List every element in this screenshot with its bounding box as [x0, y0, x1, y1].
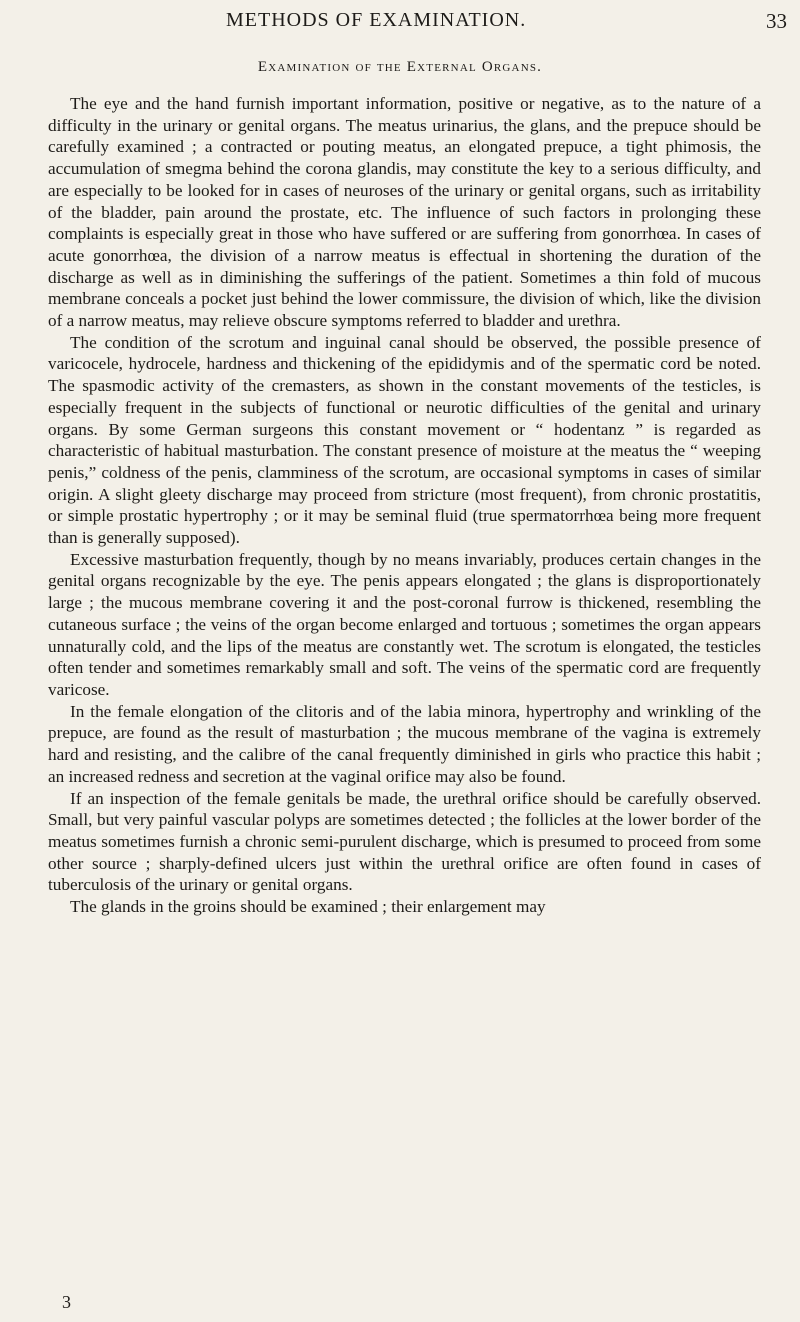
signature-mark: 3 [62, 1292, 71, 1312]
paragraph-scrotum: The condition of the scrotum and inguinal canal should be observed, the possible presence of varicocele, hydrocele, hardness and thickening of the epididymis and of the spermatic cord be noted. The spasmodic activity of the cremasters, as shown in the constant movements of the testicles, is especially frequent in the subjects of functional or neurotic difficulties of the genital and urinary organs. By some German surgeons this constant movement or “ hodentanz ” is regarded as characteristic of habitual masturbation. The constant presence of moisture at the meatus the “ weeping penis,” coldness of the penis, clamminess of the scrotum, are occasional symptoms in cases of similar origin. A slight gleety discharge may proceed from stricture (most frequent), from chronic prostatitis, or simple prostatic hypertrophy ; or it may be seminal fluid (true spermatorrhœa being more frequent than is generally supposed). [48, 332, 761, 548]
paragraph-female-signs: In the female elongation of the clitoris and of the labia minora, hypertrophy and wrinkling of the prepuce, are found as the result of masturbation ; the mucous membrane of the vagina is extremely hard and resisting, and the calibre of the canal frequently diminished in girls who practice this habit ; an increased redness and secretion at the vaginal orifice may also be found. [48, 701, 761, 786]
running-title: METHODS OF EXAMINATION. [226, 9, 527, 31]
section-heading: Examination of the External Organs. [257, 59, 543, 75]
paragraph-external-exam: The eye and the hand furnish important information, positive or negative, as to the nature of a difficulty in the urinary or genital organs. The meatus urinarius, the glans, and the prepuce should be carefully examined ; a contracted or pouting meatus, an elongated prepuce, a tight phimosis, the accumulation of smegma behind the corona glandis, may constitute the key to a serious difficulty, and are especially to be looked for in cases of neuroses of the urinary or genital organs, such as irritability of the bladder, pain around the prostate, etc. The influence of such factors in prolonging these complaints is especially great in those who have suffered or are suffering from gonorrhœa. In cases of acute gonorrhœa, the division of a narrow meatus is effectual in shortening the duration of the discharge as well as in diminishing the sufferings of the patient. Sometimes a thin fold of mucous membrane conceals a pocket just behind the lower commissure, the division of which, like the division of a narrow meatus, may relieve obscure symptoms referred to bladder and urethra. [48, 94, 761, 331]
paragraph-groin-glands: The glands in the groins should be examined ; their enlargement may [70, 897, 546, 917]
paragraph-masturbation-signs: Excessive masturbation frequently, though by no means invariably, produces certain changes in the genital organs recognizable by the eye. The penis appears elongated ; the glans is disproportionately large ; the mucous membrane covering it and the post-coronal furrow is thickened, resembling the cutaneous surface ; the veins of the organ become enlarged and tortuous ; sometimes the organ appears unnaturally cold, and the lips of the meatus are constantly wet. The scrotum is elongated, the testicles often tender and sometimes remarkably small and soft. The veins of the spermatic cord are frequently varicose. [48, 549, 761, 699]
paragraph-female-inspection: If an inspection of the female genitals be made, the urethral orifice should be carefully observed. Small, but very painful vascular polyps are sometimes detected ; the follicles at the lower border of the meatus sometimes furnish a chronic semi-purulent discharge, which is presumed to proceed from some other source ; sharply-defined ulcers just within the urethral orifice are often found in cases of tuberculosis of the urinary or genital organs. [48, 788, 761, 895]
running-head [0, 9, 800, 39]
body-text [48, 93, 761, 918]
page-number: 33 [766, 9, 787, 33]
